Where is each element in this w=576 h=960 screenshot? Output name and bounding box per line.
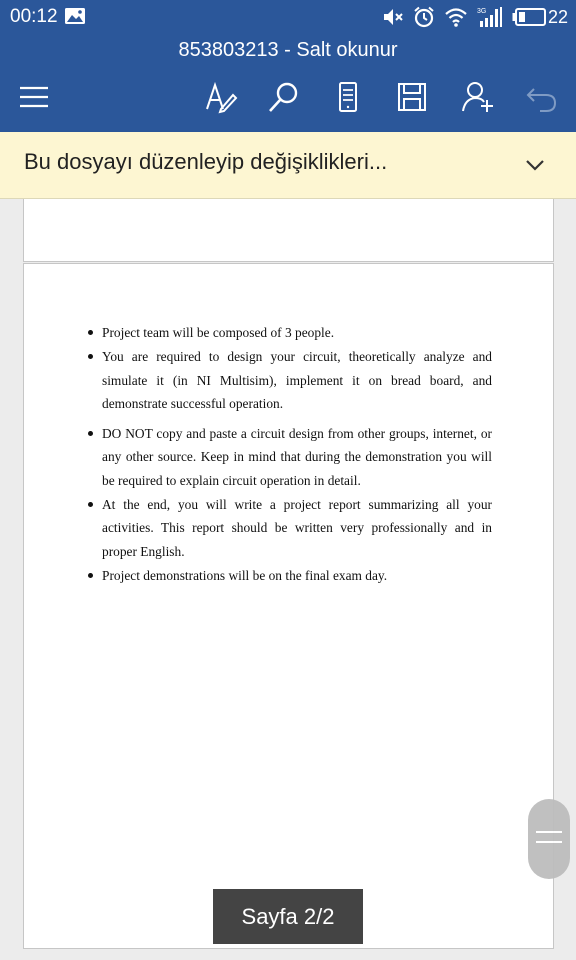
notification-text: Bu dosyayı düzenleyip değişiklikleri... <box>24 149 388 174</box>
scroll-thumb[interactable] <box>528 799 570 879</box>
grip-line <box>536 831 562 833</box>
list-item <box>102 564 492 587</box>
chevron-down-icon[interactable] <box>524 154 546 176</box>
list-item-text: Project team will be composed of 3 people. <box>102 325 335 340</box>
document-page-1 <box>23 199 554 262</box>
list-item-text: You are required to design your circuit, theoretically analyze and simulate it (in NI Multisim), implement it on bread board, and demonstrate successful operation. <box>102 349 492 411</box>
status-bar <box>0 0 576 33</box>
mobile-view-icon[interactable] <box>330 79 366 115</box>
share-person-icon[interactable] <box>460 79 496 115</box>
document-page-2 <box>23 263 554 949</box>
list-item <box>102 321 492 344</box>
status-time: 00:12 <box>10 6 58 27</box>
grip-line <box>536 841 562 843</box>
page-indicator: Sayfa 2/2 <box>213 889 363 944</box>
battery-level: 22 <box>547 7 568 27</box>
title-bar <box>0 33 576 132</box>
bullet-point <box>88 431 93 436</box>
bullet-point <box>88 354 93 359</box>
bullet-point <box>88 502 93 507</box>
battery-icon <box>512 7 546 27</box>
alarm-icon <box>413 6 435 28</box>
pen-icon[interactable] <box>202 79 238 115</box>
document-viewport[interactable] <box>0 199 576 960</box>
menu-icon[interactable] <box>16 79 52 115</box>
list-item-text: DO NOT copy and paste a circuit design from other groups, internet, or any other source. Keep in mind that during the demonstration you will be required to explain circuit operation in detail. <box>102 426 492 488</box>
network-type-label: 3G <box>476 8 487 15</box>
save-icon[interactable] <box>394 79 430 115</box>
undo-icon[interactable] <box>524 79 560 115</box>
list-item <box>102 345 492 415</box>
mute-icon <box>382 6 404 28</box>
bullet-point <box>88 573 93 578</box>
list-item-text: At the end, you will write a project report summarizing all your activities. This report should be written very professionally and in proper English. <box>102 497 492 559</box>
list-item <box>102 422 492 492</box>
edit-notification-bar[interactable] <box>0 132 576 199</box>
list-item-text: Project demonstrations will be on the final exam day. <box>102 567 388 583</box>
list-item <box>102 493 492 563</box>
document-title: 853803213 - Salt okunur <box>178 39 398 61</box>
gallery-icon <box>64 7 86 25</box>
bullet-list <box>102 321 492 588</box>
search-icon[interactable] <box>266 79 302 115</box>
bullet-point <box>88 330 93 335</box>
signal-icon <box>477 6 503 28</box>
wifi-icon <box>444 6 468 28</box>
status-icons <box>373 5 568 29</box>
